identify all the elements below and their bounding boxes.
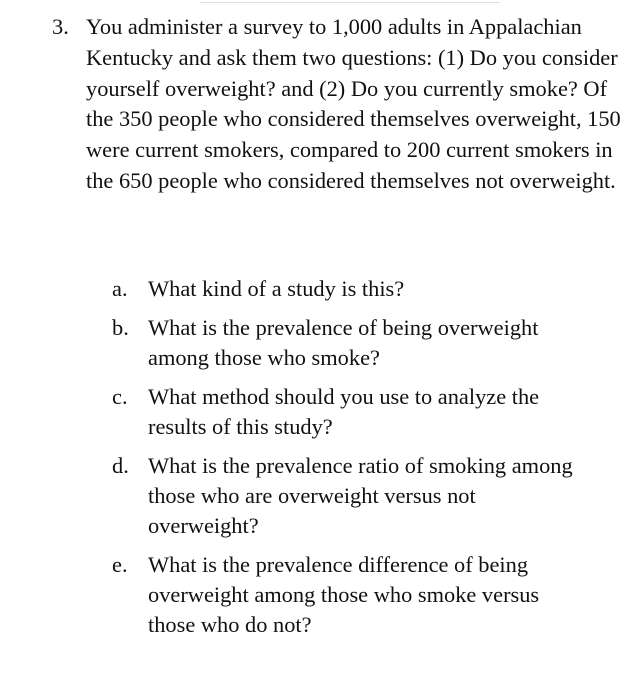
subquestion-letter: d. — [112, 453, 129, 478]
subquestion-a — [112, 274, 602, 304]
subquestion-text: What is the prevalence of being overweight among those who smoke? — [148, 315, 539, 370]
subquestion-letter: c. — [112, 384, 128, 409]
subquestion-e — [112, 550, 602, 640]
subquestion-text: What is the prevalence ratio of smoking among those who are overweight versus not overweight? — [148, 453, 573, 538]
question-number: 3. — [52, 14, 69, 39]
subquestion-letter: e. — [112, 552, 128, 577]
subquestion-c — [112, 382, 602, 442]
question-block — [52, 12, 622, 197]
subquestion-text: What is the prevalence difference of being overweight among those who smoke versus those who do not? — [148, 552, 540, 637]
subquestion-d — [112, 451, 602, 541]
subquestion-letter: a. — [112, 276, 128, 301]
subquestion-b — [112, 313, 602, 373]
subquestion-text: What method should you use to analyze the results of this study? — [148, 384, 540, 439]
subquestion-list — [112, 274, 602, 649]
subquestion-text: What kind of a study is this? — [148, 276, 405, 301]
cropped-text-fragment — [200, 0, 500, 3]
question-text: You administer a survey to 1,000 adults in Appalachian Kentucky and ask them two questions: (1) Do you consider yourself overweight? and (2) Do you currently smoke? Of the 350 people who considered themselves overweight, 150 were current smokers, compared to 200 current smokers in the 650 people who considered themselves not overweight. — [86, 14, 621, 193]
subquestion-letter: b. — [112, 315, 129, 340]
cropped-bottom-text-fragment — [18, 690, 58, 700]
